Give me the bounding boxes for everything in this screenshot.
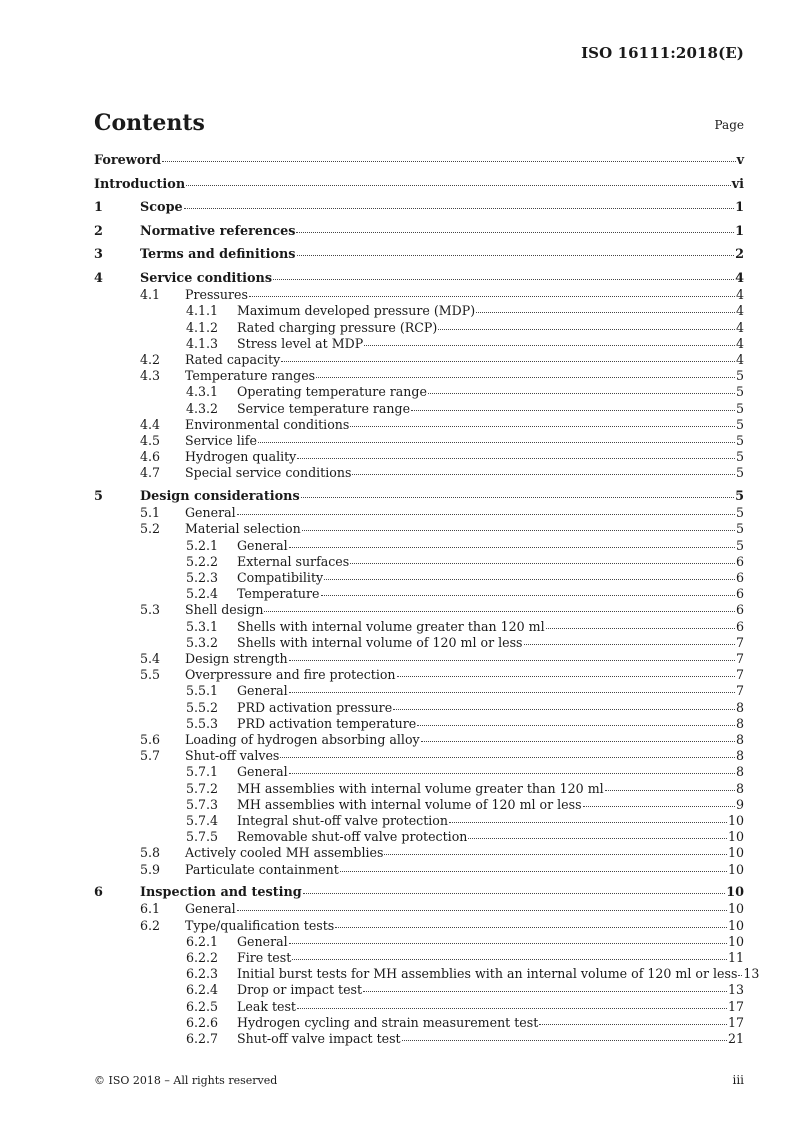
- toc-entry-title: General: [237, 537, 288, 553]
- toc-entry-number: 4.3: [140, 368, 161, 384]
- toc-entry-number: 5.7.4: [186, 813, 219, 829]
- toc-entry-page: 10: [727, 901, 744, 917]
- toc-entry-page: vi: [731, 176, 744, 192]
- toc-entry-page: 5: [735, 537, 744, 553]
- toc-entry-title: Normative references: [140, 223, 296, 239]
- toc-entry-number: 1: [94, 200, 103, 216]
- toc-entry-number: 5.8: [140, 845, 161, 861]
- dot-leader: [411, 409, 735, 411]
- toc-entry[interactable]: [94, 153, 744, 169]
- dot-leader: [273, 278, 734, 280]
- toc-entry-page: 6: [735, 602, 744, 618]
- toc-entry-page: 5: [735, 465, 744, 481]
- toc-entry-title: Shells with internal volume of 120 ml or less: [237, 634, 523, 650]
- toc-entry-title: Pressures: [185, 287, 248, 303]
- toc-entry-page: 5: [735, 400, 744, 416]
- toc-entry[interactable]: [94, 1015, 744, 1031]
- page-column-label: Page: [714, 118, 744, 132]
- dot-leader: [384, 853, 727, 855]
- toc-entry-title: General: [237, 764, 288, 780]
- toc-entry-title: Loading of hydrogen absorbing alloy: [185, 732, 420, 748]
- toc-entry-title: General: [185, 505, 236, 521]
- toc-entry-page: 4: [735, 335, 744, 351]
- toc-entry[interactable]: [94, 619, 744, 635]
- toc-entry-title: Inspection and testing: [140, 885, 302, 901]
- toc-entry-number: 4.2: [140, 351, 161, 367]
- toc-entry-title: Environmental conditions: [185, 416, 350, 432]
- toc-entry-page: 4: [735, 319, 744, 335]
- dot-leader: [402, 1039, 727, 1041]
- toc-entry[interactable]: [94, 901, 744, 917]
- toc-entry-page: 8: [735, 764, 744, 780]
- toc-entry-page: 4: [735, 351, 744, 367]
- dot-leader: [417, 724, 735, 726]
- toc-entry-number: 5.2: [140, 521, 161, 537]
- dot-leader: [350, 425, 735, 427]
- toc-entry-title: Initial burst tests for MH assemblies with an internal volume of 120 ml or less: [237, 966, 738, 982]
- toc-entry[interactable]: [94, 1031, 744, 1047]
- toc-entry[interactable]: [94, 748, 744, 764]
- dot-leader: [281, 360, 735, 362]
- dot-leader: [249, 295, 735, 297]
- toc-entry-number: 5.5: [140, 667, 161, 683]
- toc-entry-number: 5.6: [140, 732, 161, 748]
- toc-entry-page: 6: [735, 618, 744, 634]
- toc-entry-page: 4: [735, 270, 744, 286]
- dot-leader: [605, 789, 735, 791]
- toc-entry-page: 5: [735, 384, 744, 400]
- toc-entry-page: 6: [735, 553, 744, 569]
- toc-entry[interactable]: [94, 829, 744, 845]
- toc-entry-page: 17: [727, 1014, 744, 1030]
- dot-leader: [583, 805, 735, 807]
- toc-entry[interactable]: [94, 683, 744, 699]
- toc-entry-number: 6.2.5: [186, 998, 219, 1014]
- toc-entry[interactable]: [94, 384, 744, 400]
- dot-leader: [237, 513, 735, 515]
- toc-entry-title: MH assemblies with internal volume of 120 ml or less: [237, 796, 582, 812]
- toc-entry[interactable]: [94, 320, 744, 336]
- dot-leader: [289, 772, 735, 774]
- toc-entry-page: 11: [727, 950, 744, 966]
- dot-leader: [539, 1023, 727, 1025]
- toc-entry-title: General: [237, 933, 288, 949]
- toc-entry[interactable]: [94, 862, 744, 878]
- dot-leader: [289, 546, 735, 548]
- toc-entry-page: 2: [735, 247, 744, 263]
- toc-entry[interactable]: [94, 797, 744, 813]
- toc-entry-number: 6.2.6: [186, 1014, 219, 1030]
- dot-leader: [162, 160, 736, 162]
- dot-leader: [421, 740, 735, 742]
- toc-entry-number: 5.2.4: [186, 586, 219, 602]
- dot-leader: [468, 837, 727, 839]
- toc-entry-page: 8: [735, 748, 744, 764]
- dot-leader: [397, 675, 735, 677]
- toc-entry-title: MH assemblies with internal volume greater than 120 ml: [237, 780, 604, 796]
- toc-entry-page: 8: [735, 715, 744, 731]
- footer-page-number: iii: [732, 1073, 744, 1087]
- toc-entry-number: 4.1: [140, 287, 161, 303]
- toc-entry-title: Hydrogen cycling and strain measurement test: [237, 1014, 539, 1030]
- toc-entry-page: 1: [735, 223, 744, 239]
- toc-entry[interactable]: [94, 368, 744, 384]
- toc-entry[interactable]: [94, 982, 744, 998]
- dot-leader: [297, 1007, 727, 1009]
- dot-leader: [184, 207, 734, 209]
- toc-entry-number: 6.2.7: [186, 1031, 219, 1047]
- toc-entry-page: 1: [735, 200, 744, 216]
- dot-leader: [524, 643, 735, 645]
- toc-entry[interactable]: [94, 813, 744, 829]
- toc-entry-page: 8: [735, 780, 744, 796]
- toc-entry-page: 5: [735, 521, 744, 537]
- dot-leader: [363, 990, 727, 992]
- toc-entry-number: 5.2.1: [186, 537, 219, 553]
- toc-entry-number: 5.3.1: [186, 618, 219, 634]
- toc-entry[interactable]: [94, 521, 744, 537]
- toc-entry-title: Particulate containment: [185, 861, 339, 877]
- toc-entry-title: Actively cooled MH assemblies: [185, 845, 384, 861]
- dot-leader: [393, 708, 735, 710]
- toc-entry[interactable]: [94, 538, 744, 554]
- dot-leader: [476, 311, 735, 313]
- toc-entry-number: 6.1: [140, 901, 161, 917]
- toc-entry-number: 5.7.2: [186, 780, 219, 796]
- dot-leader: [280, 756, 735, 758]
- toc-entry-title: Scope: [140, 200, 183, 216]
- toc-entry[interactable]: [94, 966, 760, 982]
- toc-entry-page: 5: [735, 368, 744, 384]
- toc-entry-page: 7: [735, 683, 744, 699]
- toc-entry[interactable]: [94, 667, 744, 683]
- toc-entry-page: 10: [727, 829, 744, 845]
- toc-entry-number: 5.5.2: [186, 699, 219, 715]
- toc-entry-title: Design considerations: [140, 489, 300, 504]
- toc-entry-title: Hydrogen quality: [185, 449, 297, 465]
- toc-entry-title: Operating temperature range: [237, 384, 427, 400]
- toc-entry-title: General: [237, 683, 288, 699]
- toc-entry-page: 5: [735, 489, 744, 504]
- dot-leader: [352, 473, 735, 475]
- toc-entry-page: 5: [735, 449, 744, 465]
- dot-leader: [297, 254, 735, 256]
- dot-leader: [335, 926, 727, 928]
- toc-entry[interactable]: [94, 200, 744, 216]
- toc-entry-page: 13: [743, 966, 760, 982]
- toc-entry-title: Leak test: [237, 998, 296, 1014]
- toc-entry[interactable]: [94, 336, 744, 352]
- dot-leader: [296, 231, 734, 233]
- toc-entry[interactable]: [94, 934, 744, 950]
- toc-entry-title: Shells with internal volume greater than 120 ml: [237, 618, 545, 634]
- toc-entry[interactable]: [94, 651, 744, 667]
- toc-entry[interactable]: [94, 999, 744, 1015]
- toc-entry-number: 5.3.2: [186, 634, 219, 650]
- toc-entry[interactable]: [94, 716, 744, 732]
- dot-leader: [350, 562, 735, 564]
- document-id: ISO 16111:2018(E): [581, 44, 744, 62]
- toc-entry[interactable]: [94, 417, 744, 433]
- toc-entry-number: 5.3: [140, 602, 161, 618]
- dot-leader: [438, 328, 735, 330]
- footer-copyright: © ISO 2018 – All rights reserved: [94, 1074, 278, 1087]
- toc-entry-page: 8: [735, 699, 744, 715]
- toc-entry[interactable]: [94, 781, 744, 797]
- toc-entry-page: 7: [735, 667, 744, 683]
- toc-entry-title: Service temperature range: [237, 400, 411, 416]
- dot-leader: [237, 909, 727, 911]
- toc-entry-number: 5.9: [140, 861, 161, 877]
- toc-entry[interactable]: [94, 401, 744, 417]
- toc-entry-title: External surfaces: [237, 553, 350, 569]
- toc-entry-number: 4: [94, 270, 103, 286]
- toc-entry-number: 6.2.4: [186, 982, 219, 998]
- dot-leader: [297, 457, 735, 459]
- toc-entry[interactable]: [94, 554, 744, 570]
- page-title: Contents: [94, 110, 205, 136]
- toc-entry-title: Stress level at MDP: [237, 335, 364, 351]
- toc-entry-page: 7: [735, 634, 744, 650]
- toc-entry-title: Temperature: [237, 586, 320, 602]
- table-of-contents: [94, 153, 760, 1047]
- toc-entry-number: 4.3.1: [186, 384, 219, 400]
- toc-entry-title: Rated capacity: [185, 351, 281, 367]
- toc-entry[interactable]: [94, 700, 744, 716]
- toc-entry-title: Drop or impact test: [237, 982, 363, 998]
- dot-leader: [301, 496, 734, 498]
- toc-entry[interactable]: [94, 885, 744, 901]
- toc-entry-number: 6.2: [140, 917, 161, 933]
- toc-entry-title: Temperature ranges: [185, 368, 316, 384]
- toc-entry-page: 4: [735, 303, 744, 319]
- toc-entry-number: 6.2.3: [186, 966, 219, 982]
- toc-entry-title: PRD activation temperature: [237, 715, 417, 731]
- toc-entry-number: 5.7.3: [186, 796, 219, 812]
- toc-entry-title: Integral shut-off valve protection: [237, 813, 448, 829]
- toc-entry[interactable]: [94, 732, 744, 748]
- toc-entry-number: 5.5.1: [186, 683, 219, 699]
- toc-entry-number: 5.7: [140, 748, 161, 764]
- toc-entry-page: 17: [727, 998, 744, 1014]
- dot-leader: [258, 441, 735, 443]
- toc-entry-page: 10: [727, 813, 744, 829]
- toc-entry-number: 4.7: [140, 465, 161, 481]
- toc-entry-title: Overpressure and fire protection: [185, 667, 396, 683]
- toc-entry[interactable]: [94, 247, 744, 263]
- toc-entry-number: 6: [94, 885, 103, 901]
- toc-entry-number: 5.4: [140, 651, 161, 667]
- dot-leader: [449, 821, 727, 823]
- dot-leader: [264, 610, 735, 612]
- toc-entry-page: 5: [735, 433, 744, 448]
- dot-leader: [303, 892, 725, 894]
- toc-entry[interactable]: [94, 433, 744, 449]
- toc-entry[interactable]: [94, 764, 744, 780]
- toc-entry[interactable]: [94, 177, 744, 193]
- toc-entry-number: 5.7.1: [186, 764, 219, 780]
- toc-entry-title: Compatibility: [237, 570, 324, 586]
- toc-entry[interactable]: [94, 950, 744, 966]
- toc-entry-title: Service conditions: [140, 270, 273, 286]
- dot-leader: [186, 184, 731, 186]
- toc-entry-title: Shell design: [185, 602, 264, 618]
- dot-leader: [738, 974, 742, 976]
- toc-entry-number: 5: [94, 489, 103, 504]
- toc-entry-title: Special service conditions: [185, 465, 352, 481]
- toc-entry-page: 21: [727, 1031, 744, 1047]
- toc-entry[interactable]: [94, 602, 744, 618]
- toc-entry-number: 6.2.1: [186, 933, 219, 949]
- toc-entry[interactable]: [94, 224, 744, 240]
- toc-entry-title: Design strength: [185, 651, 288, 667]
- dot-leader: [289, 942, 727, 944]
- toc-entry-page: 7: [735, 651, 744, 667]
- toc-entry-number: 5.1: [140, 505, 161, 521]
- toc-entry-number: 3: [94, 247, 103, 263]
- dot-leader: [321, 594, 735, 596]
- toc-entry[interactable]: [94, 449, 744, 465]
- toc-entry-title: Terms and definitions: [140, 247, 296, 263]
- toc-entry-number: 5.7.5: [186, 829, 219, 845]
- toc-entry-page: 5: [735, 416, 744, 432]
- toc-entry-title: PRD activation pressure: [237, 699, 393, 715]
- toc-entry-title: Foreword: [94, 153, 162, 168]
- toc-entry-title: Introduction: [94, 176, 186, 192]
- dot-leader: [316, 376, 735, 378]
- toc-entry-title: General: [185, 901, 236, 917]
- toc-entry-title: Service life: [185, 433, 257, 448]
- toc-entry-title: Material selection: [185, 521, 301, 537]
- toc-entry-page: 5: [735, 505, 744, 521]
- dot-leader: [546, 627, 735, 629]
- toc-entry-number: 4.1.3: [186, 335, 219, 351]
- toc-entry-page: 6: [735, 570, 744, 586]
- toc-entry-title: Rated charging pressure (RCP): [237, 319, 438, 335]
- toc-entry-title: Shut-off valve impact test: [237, 1031, 401, 1047]
- toc-entry[interactable]: [94, 352, 744, 368]
- toc-entry-title: Fire test: [237, 950, 292, 966]
- toc-entry-title: Removable shut-off valve protection: [237, 829, 468, 845]
- dot-leader: [324, 578, 735, 580]
- toc-entry[interactable]: [94, 489, 744, 505]
- toc-entry-number: 2: [94, 223, 103, 239]
- dot-leader: [364, 344, 735, 346]
- toc-entry-page: v: [736, 153, 744, 168]
- dot-leader: [292, 958, 727, 960]
- toc-entry-number: 6.2.2: [186, 950, 219, 966]
- toc-entry[interactable]: [94, 505, 744, 521]
- toc-entry-number: 5.2.3: [186, 570, 219, 586]
- toc-entry-page: 10: [727, 917, 744, 933]
- dot-leader: [428, 392, 735, 394]
- toc-entry-page: 10: [727, 845, 744, 861]
- toc-entry-number: 4.5: [140, 433, 161, 448]
- toc-entry-page: 6: [735, 586, 744, 602]
- toc-entry-number: 5.2.2: [186, 553, 219, 569]
- toc-entry-page: 8: [735, 732, 744, 748]
- toc-entry-title: Maximum developed pressure (MDP): [237, 303, 476, 319]
- toc-entry[interactable]: [94, 570, 744, 586]
- toc-entry-number: 5.5.3: [186, 715, 219, 731]
- toc-entry[interactable]: [94, 287, 744, 303]
- toc-entry-page: 13: [727, 982, 744, 998]
- toc-entry-number: 4.4: [140, 416, 161, 432]
- toc-entry-number: 4.6: [140, 449, 161, 465]
- toc-entry-number: 4.3.2: [186, 400, 219, 416]
- toc-entry-page: 9: [735, 796, 744, 812]
- toc-entry[interactable]: [94, 918, 744, 934]
- toc-entry[interactable]: [94, 303, 744, 319]
- toc-entry-title: Shut-off valves: [185, 748, 280, 764]
- toc-entry-page: 10: [727, 933, 744, 949]
- toc-entry[interactable]: [94, 635, 744, 651]
- dot-leader: [289, 691, 735, 693]
- toc-entry-number: 4.1.2: [186, 319, 219, 335]
- toc-entry-page: 10: [727, 861, 744, 877]
- toc-entry[interactable]: [94, 586, 744, 602]
- dot-leader: [340, 870, 727, 872]
- toc-entry-title: Type/qualification tests: [185, 917, 335, 933]
- toc-entry[interactable]: [94, 845, 744, 861]
- dot-leader: [302, 529, 735, 531]
- toc-entry-page: 10: [726, 885, 744, 901]
- toc-entry[interactable]: [94, 465, 744, 481]
- dot-leader: [289, 659, 735, 661]
- toc-entry[interactable]: [94, 271, 744, 287]
- toc-entry-number: 4.1.1: [186, 303, 219, 319]
- toc-entry-page: 4: [735, 287, 744, 303]
